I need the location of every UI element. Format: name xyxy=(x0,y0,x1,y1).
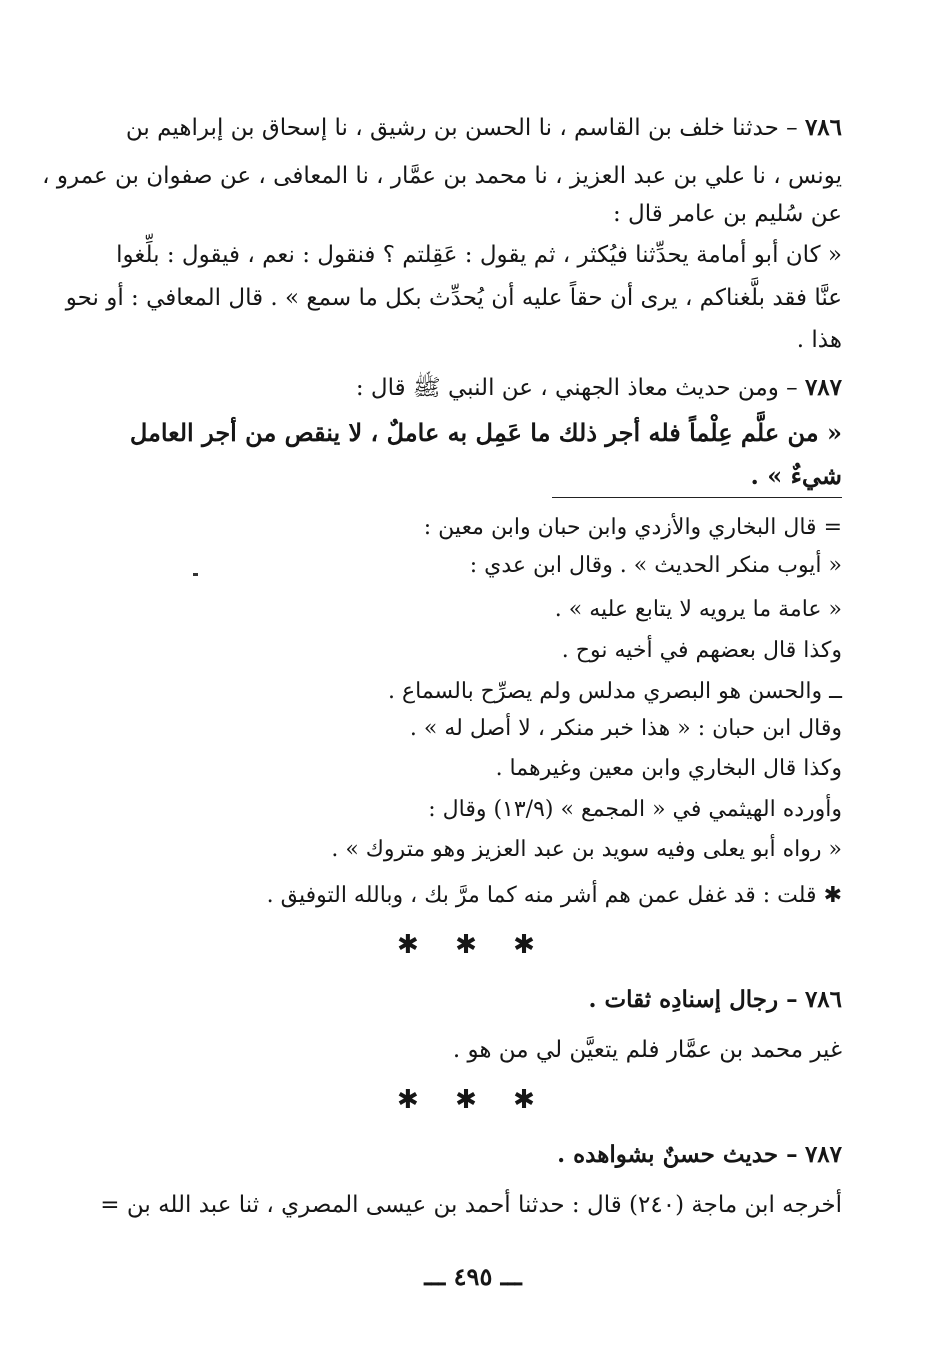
footnote-line-10: ✱ قلت : قد غفل عمن هم أشر منه كما مرَّ بك ، وبالله التوفيق . xyxy=(266,883,842,908)
page-number: ـــ ٤٩٥ ـــ xyxy=(424,1262,522,1291)
section-separator-2: ✱ ✱ ✱ xyxy=(397,1085,549,1115)
footnote-line-1: = قال البخاري والأزدي وابن حبان وابن معين : xyxy=(423,515,842,540)
hadith-787-text-1: – ومن حديث معاذ الجهني ، عن النبي ﷺ قال : xyxy=(355,375,798,401)
note-787-number: ٧٨٧ xyxy=(804,1141,842,1168)
stray-mark xyxy=(193,573,198,576)
note-786-heading xyxy=(588,985,842,1015)
hadith-786-line-6: هذا . xyxy=(796,327,842,353)
hadith-787-line-2: « من علَّم عِلْماً فله أجر ذلك ما عَمِل به عاملٌ ، لا ينقص من أجر العامل xyxy=(129,418,842,447)
note-787-heading-text: – حديث حسنٌ بشواهده . xyxy=(557,1141,798,1168)
footnote-line-2: « أيوب منكر الحديث » . وقال ابن عدي : xyxy=(469,553,842,578)
hadith-786-line-5: عنَّا فقد بلَّغناكم ، يرى أن حقاً عليه أن يُحدِّث بكل ما سمع » . قال المعافي : أو نحو xyxy=(65,285,842,311)
hadith-786-number: ٧٨٦ xyxy=(804,114,842,141)
note-786-line: غير محمد بن عمَّار فلم يتعيَّن لي من هو . xyxy=(452,1037,842,1063)
footnote-divider xyxy=(552,497,842,498)
footnote-line-8: وأورده الهيثمي في « المجمع » (١٣/٩) وقال : xyxy=(428,797,842,822)
hadith-787-line-1 xyxy=(356,373,842,403)
hadith-786-text-1: – حدثنا خلف بن القاسم ، نا الحسن بن رشيق ، نا إسحاق بن إبراهيم بن xyxy=(125,115,798,141)
footnote-line-9: « رواه أبو يعلى وفيه سويد بن عبد العزيز وهو متروك » . xyxy=(331,837,842,862)
footnote-line-5: ــ والحسن هو البصري مدلس ولم يصرِّح بالسماع . xyxy=(388,679,842,704)
note-786-heading-text: – رجال إسنادِه ثقات . xyxy=(588,986,798,1013)
footnote-line-4: وكذا قال بعضهم في أخيه نوح . xyxy=(561,638,842,663)
hadith-786-line-4: « كان أبو أمامة يحدِّثنا فيُكثر ، ثم يقول : عَقِلتم ؟ فنقول : نعم ، فيقول : بلِّغوا xyxy=(116,242,842,268)
note-786-number: ٧٨٦ xyxy=(804,986,842,1013)
footnote-line-7: وكذا قال البخاري وابن معين وغيرهما . xyxy=(495,756,842,781)
note-787-heading xyxy=(557,1140,842,1170)
hadith-787-line-3: شيءٌ » . xyxy=(750,461,842,490)
hadith-786-line-1 xyxy=(125,113,842,143)
section-separator-1: ✱ ✱ ✱ xyxy=(397,930,549,960)
hadith-786-line-3: عن سُليم بن عامر قال : xyxy=(612,201,842,227)
hadith-787-number: ٧٨٧ xyxy=(804,374,842,401)
footnote-line-6: وقال ابن حبان : « هذا خبر منكر ، لا أصل له » . xyxy=(409,716,842,741)
hadith-786-line-2: يونس ، نا علي بن عبد العزيز ، نا محمد بن عمَّار ، نا المعافى ، عن صفوان بن عمرو ، xyxy=(42,163,842,189)
note-787-line: أخرجه ابن ماجة (٢٤٠) قال : حدثنا أحمد بن عيسى المصري ، ثنا عبد الله بن = xyxy=(100,1192,842,1218)
footnote-line-3: « عامة ما يرويه لا يتابع عليه » . xyxy=(554,597,842,622)
